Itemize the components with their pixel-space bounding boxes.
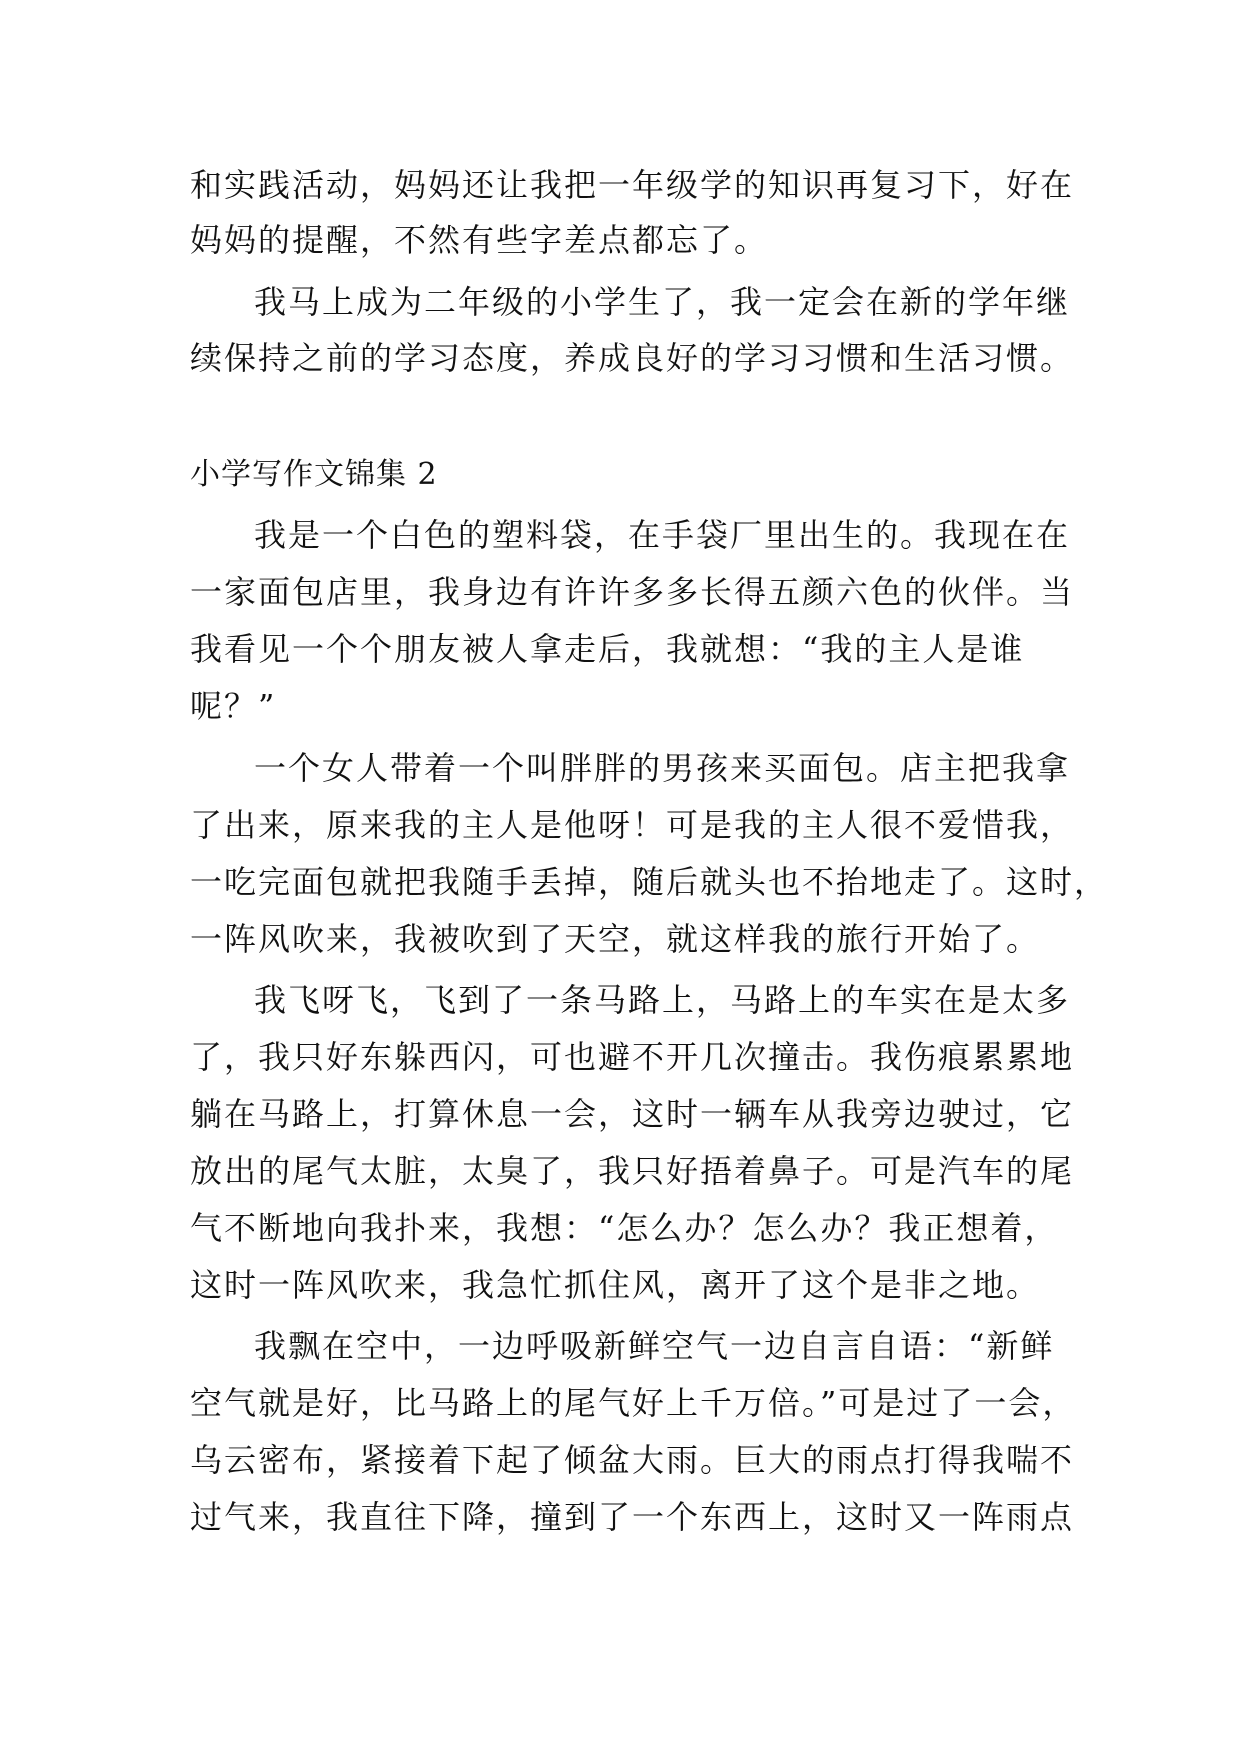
text-line: 了，我只好东躲西闪，可也避不开几次撞击。我伤痕累累地	[190, 1038, 1075, 1076]
text-line: 乌云密布，紧接着下起了倾盆大雨。巨大的雨点打得我喘不	[190, 1441, 1075, 1479]
text-line: 我飞呀飞，飞到了一条马路上，马路上的车实在是太多	[254, 981, 1071, 1019]
text-line: 妈妈的提醒，不然有些字差点都忘了。	[190, 221, 769, 259]
text-line: 和实践活动，妈妈还让我把一年级学的知识再复习下，好在	[190, 166, 1075, 204]
text-line: 过气来，我直往下降，撞到了一个东西上，这时又一阵雨点	[190, 1498, 1075, 1536]
text-line: 空气就是好，比马路上的尾气好上千万倍。”可是过了一会，	[190, 1384, 1077, 1422]
text-line: 气不断地向我扑来，我想：“怎么办？怎么办？我正想着，	[190, 1209, 1059, 1247]
text-line: 躺在马路上，打算休息一会，这时一辆车从我旁边驶过，它	[190, 1095, 1075, 1133]
text-line: 放出的尾气太脏，太臭了，我只好捂着鼻子。可是汽车的尾	[190, 1152, 1075, 1190]
text-line: 续保持之前的学习态度，养成良好的学习习惯和生活习惯。	[190, 339, 1075, 377]
section-heading: 小学写作文锦集 2	[190, 457, 438, 492]
text-line: 我看见一个个朋友被人拿走后，我就想：“我的主人是谁	[190, 630, 1025, 668]
text-line: 一家面包店里，我身边有许许多多长得五颜六色的伙伴。当	[190, 573, 1075, 611]
text-line: 了出来，原来我的主人是他呀！可是我的主人很不爱惜我，	[190, 806, 1075, 844]
text-line: 一阵风吹来，我被吹到了天空，就这样我的旅行开始了。	[190, 920, 1041, 958]
text-line: 呢？”	[190, 687, 277, 725]
text-line: 一个女人带着一个叫胖胖的男孩来买面包。店主把我拿	[254, 749, 1071, 787]
text-line: 这时一阵风吹来，我急忙抓住风，离开了这个是非之地。	[190, 1266, 1041, 1304]
text-line: 我马上成为二年级的小学生了，我一定会在新的学年继	[254, 283, 1071, 321]
text-line: 一吃完面包就把我随手丢掉，随后就头也不抬地走了。这时，	[190, 863, 1109, 901]
text-line: 我飘在空中，一边呼吸新鲜空气一边自言自语：“新鲜	[254, 1327, 1055, 1365]
text-line: 我是一个白色的塑料袋，在手袋厂里出生的。我现在在	[254, 516, 1071, 554]
